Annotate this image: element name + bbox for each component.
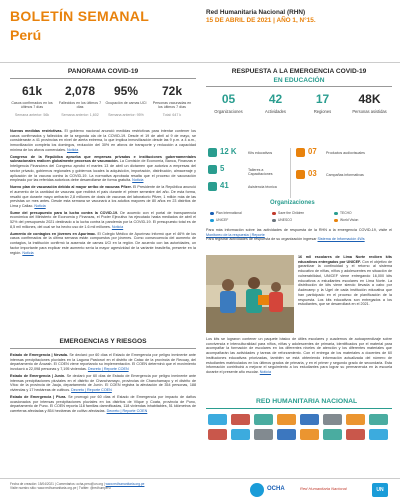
country-title: Perú — [10, 27, 42, 43]
education-divider — [290, 148, 291, 198]
story-body — [206, 337, 392, 393]
paragraph-link[interactable]: Noticia — [22, 250, 34, 255]
footer-site-link[interactable]: www.redhumanitaria.org.pe — [105, 482, 145, 486]
education-item-icon — [208, 148, 217, 157]
emergencias-heading: EMERGENCIAS Y RIESGOS — [59, 338, 147, 345]
news-paragraph — [10, 211, 196, 230]
story-text2: Los kits se lograron contener un paquete básico de útiles escolares y cuadernos de autoaprendizaje sobre convivencia e interculturalidad para niños, niñas y adolescentes de primaria, identificados por el material para acompañar la formación de escolares en los diferentes niveles de atención y los diferentes materiales que acompañarán las actividades y tareas de reforzamiento. Con el entrega de los materiales a docentes de 60 instituciones educativas priorizadas, también se está obteniendo información actualizada del número de estudiantes matriculados en los últimos grados de primaria, y en el primer y segundo grado de secundaria. Esta información contribuirá a mejorar el seguimiento a los estudiantes para lograr su permanencia en la escuela durante el presente año escolar. — [206, 337, 392, 375]
paragraph-lead: Nuevas medidas restrictivas. — [10, 129, 63, 133]
panorama-stat-previous: Semana anterior: 56k — [14, 113, 50, 117]
footer-line1: Fecha de creación: 15/04/2021 | Comentarios: ocha-peru@un.org | — [10, 482, 106, 486]
header-divider — [0, 62, 400, 63]
partner-logo — [300, 414, 319, 425]
footer — [0, 478, 400, 500]
paragraph-lead: Aumento de contagios en jóvenes en Apurímac. — [10, 231, 97, 236]
panorama-text — [10, 129, 196, 339]
education-item-label: Productos audiovisuales — [326, 151, 365, 155]
news-paragraph — [10, 232, 196, 256]
education-item-label: Asistencia técnica — [248, 185, 277, 189]
education-item-label: Talleres a Capacitaciones — [248, 168, 273, 176]
respuesta-stat-value: 42 — [268, 92, 283, 106]
paragraph-link[interactable]: Noticia — [34, 204, 46, 209]
partner-logo — [369, 429, 388, 440]
panorama-heading: PANORAMA COVID-19 — [67, 68, 139, 75]
partner-logo — [346, 429, 365, 440]
news-paragraph — [10, 374, 196, 393]
panorama-stat-label: Fallecidos en los últimos 7 días — [58, 101, 102, 110]
organization-color-dot — [334, 219, 338, 223]
education-item-value: 5 — [220, 164, 225, 173]
paragraph-body: El gobierno nacional anunció medidas restrictivas para intentar contener los casos confirmados y fallecidos de la segunda ola de la COVID-19. Desde el 19 de abril al 9 de mayo, se considerarán a 41 provincias en nivel de alerta extrema, lo que implica inmovilización desde las 9 p.m. a 4 a.m., inmovilización completa los domingos, reducción del 30% en aforos de transporte y reducción a capacidad mínima de los aforos comerciales. — [10, 129, 196, 152]
rhn-underline — [206, 408, 392, 409]
paragraph-lead: Nuevo plan de vacunación debido al mayor arribo de vacunas Pfizer. — [10, 185, 132, 190]
paragraph-body: Se prorrogó por 60 días el Estado de Emergencia por impacto de daños ocasionados por intensas precipitaciones pluviales en los distritos de Vilque y Coata, provincia de Puno, departamento de Puno. El COEN reporta 118 familias damnificadas, 118 viviendas inhabitables, 51 kilómetros de carreteras afectadas y 854 hectáreas de cultivo afectadas. — [10, 394, 196, 414]
organization-color-dot — [210, 212, 214, 216]
story-link[interactable]: Noticia — [259, 370, 271, 375]
news-paragraph — [10, 353, 196, 372]
partner-logo — [323, 429, 342, 440]
paragraph-link[interactable]: Noticia — [111, 224, 124, 229]
paragraph-link[interactable]: Noticia — [132, 178, 144, 183]
rhn-heading: RED HUMANITARIA NACIONAL — [256, 398, 358, 405]
organizaciones-heading: Organizaciones — [270, 200, 315, 206]
news-paragraph — [10, 129, 196, 153]
organization-color-dot — [272, 212, 276, 216]
organization-name: Red Humanitaria Nacional (RHN) — [206, 9, 306, 16]
issue-date: 15 DE ABRIL DE 2021 | AÑO 1, N°15. — [206, 17, 316, 24]
paragraph-lead: Estado de Emergencia | Junín. — [10, 373, 66, 378]
bulletin-title: BOLETÍN SEMANAL — [10, 8, 150, 24]
emergencias-text — [10, 353, 196, 475]
paragraph-lead: Congreso de la República aprueba que empresas privadas e instituciones gubernamentales subnacionales realicen globalmente procesos de vacunación. — [10, 154, 196, 164]
note2-text: Para registrar actividades de respuesta de su organización ingresar — [206, 237, 318, 242]
monitoreo-link[interactable]: Monitoreo de la respuesta | Reporte — [206, 232, 265, 237]
respuesta-underline — [206, 86, 392, 87]
organization-color-dot — [334, 212, 338, 216]
story-intro — [298, 255, 392, 333]
education-item-icon — [296, 170, 305, 179]
panorama-stat-previous: Semana anterior: 1,602 — [61, 113, 99, 117]
paragraph-body: La Comisión de Economía, Banca, Finanzas e Inteligencia Financiera del Congreso aprobó el martes 13 de abril un dictamen que autoriza a empresas del sector privado, gobiernos regionales y gobiernos locales la adquisición, importación, distribución, almacenaje y aplicación de la vacuna contra la COVID-19. La normativa aprobada resalta que el proceso de vacunación empleado por las referidas autoricos debe desarrollarse de forma gratuita. — [10, 159, 196, 183]
panorama-underline — [10, 78, 196, 79]
partner-logo — [323, 414, 342, 425]
panorama-stat-value: 72k — [161, 84, 183, 98]
ocha-logo-icon — [250, 483, 264, 497]
paragraph-lead: Estado de Emergencia | Nevada. — [10, 353, 68, 357]
news-paragraph — [10, 185, 196, 209]
respuesta-stat-label: Regiones — [313, 109, 332, 114]
organization-name: UNICEF — [216, 218, 229, 222]
paragraph-lead: Estado de Emergencia | Piura. — [10, 394, 67, 399]
partner-logo — [231, 414, 250, 425]
paragraph-link[interactable]: Decreto | Reporte COEN — [71, 388, 112, 393]
sistema-4ws-link[interactable]: Sistema de Información 4Ws — [317, 237, 365, 242]
paragraph-link[interactable]: Noticia — [66, 147, 79, 152]
organization-name: Plan International — [216, 211, 242, 215]
partner-logo — [300, 429, 319, 440]
education-item-value: 12 K — [220, 147, 237, 156]
note-text: Para más información sobre las actividades de respuesta de la RHN a la emergencia COVID-19, visite el — [206, 228, 392, 232]
news-paragraph — [10, 395, 196, 414]
panorama-stat-previous: Semana anterior: 95% — [108, 113, 144, 117]
respuesta-stat-label: Actividades — [265, 109, 286, 114]
partner-logo — [277, 429, 296, 440]
paragraph-body: De acuerdo con el portal de transparencia económica del Ministerio de Economía y Finanzas, el Poder Ejecutivo ha ejecutado hasta mediados de abril el 52% del presupuesto 2021 destinado a la lucha contra la pandemia por la COVID-19. El presupuesto total es de 8,5 mil millones, del cual se ha hecho uso de 1.6 mil millones. — [10, 210, 196, 229]
paragraph-body: El Colegio Médico de Apurímac informó que el 46% de los casos confirmados de la última semana están compuestos por jóvenes. Como consecuencia del aumento de contagios, la institución confirmó la ausencia de camas UCI en la región. De acuerdo con las autoridades, un factor importante para explicar este aumento sería la mayor agresividad de la variante brasileña, presente en la región. — [10, 231, 196, 255]
respuesta-stat-value: 05 — [221, 92, 236, 106]
education-item-value: 07 — [308, 147, 317, 156]
rhn-logo-text: Red Humanitaria Nacional — [300, 486, 347, 491]
panorama-stat-label: Casos confirmados en los últimos 7 días — [11, 101, 53, 110]
education-item-label: Kits educativos — [248, 151, 273, 155]
footer-line2: Visite nuestro sitio: www.redhumanitaria.org.pe | Twitter: @redhumperu — [10, 486, 111, 491]
organization-color-dot — [272, 219, 276, 223]
partner-logo — [208, 429, 227, 440]
emergencias-underline — [10, 348, 196, 349]
partner-logo — [254, 414, 273, 425]
respuesta-stat-value: 48K — [358, 92, 381, 106]
paragraph-body: Se declaró por 60 días de Estado de Emergencia por peligro inminente ante intensas precipitaciones pluviales en el distrito de Chanchamayo, provincias de Chanchamayo y el distrito de Vítoc de la provincia de Jauja, departamento de Junín. El COEN registra la afectación de 354 personas, 188 viviendas y 17 hectáreas de cultivos. — [10, 373, 196, 393]
un-logo: UN — [372, 483, 388, 497]
paragraph-body: Se declaró por 60 días el Estado de Emergencia por peligro inminente ante intensas precipitaciones pluviales en la Laguna Pastoruri en el distrito de Catac de la provincia de Recuay, del departamento de Áncash. El COEN viene reportando su implementación. El COEN determinó que el movimiento involucró a 22,098 personas y 7,195 viviendas. — [10, 353, 196, 372]
organization-name: Save the Children — [278, 211, 305, 215]
organization-color-dot — [210, 219, 214, 223]
education-item-icon — [296, 148, 305, 157]
news-paragraph — [10, 155, 196, 183]
students-photo — [206, 255, 294, 333]
organizaciones-note — [206, 228, 392, 252]
partner-logo — [369, 414, 388, 425]
partner-logo — [346, 414, 365, 425]
partner-logo — [231, 429, 250, 440]
paragraph-body: El Presidente de la República anunció el aumento de la cantidad de vacunas que recibirá el país durante el primer semestre del año. De esta forma, resaltó que durante mayo arribarán 2,8 millones de dosis de vacunas del laboratorio Pfizer, 1 millón más de las previstas un mes antes. Desde esta semana se vacunará a los adultos mayores de 80 años en 23 distritos de Lima y Callao. — [10, 185, 196, 209]
panorama-stat-value: 2,078 — [64, 84, 96, 98]
paragraph-link[interactable]: Decreto | Reporte COEN — [87, 367, 129, 372]
organization-name: TECHO — [340, 211, 352, 215]
organization-name: UNESCO — [278, 218, 293, 222]
panorama-stat-label: Ocupación de camas UCI — [105, 101, 147, 105]
respuesta-stat-value: 17 — [315, 92, 330, 106]
education-item-icon — [208, 165, 217, 174]
paragraph-link[interactable]: Decreto | Reporte COEN — [106, 409, 148, 414]
partner-logo — [208, 414, 227, 425]
respuesta-heading: RESPUESTA A LA EMERGENCIA COVID-19 — [231, 68, 367, 75]
respuesta-subheading: EN EDUCACIÓN — [273, 77, 325, 84]
panorama-stat-previous: Total: 647 k — [162, 113, 182, 117]
story-text: Con el objetivo de garantizar la continuidad y el retorno al sistema educativo de niñas, niños y adolescentes en situación de vulnerabilidad, UNICEF viene entregando 16,000 kits educativos a estudiantes escolares en Lima Norte. La distribución de kits viene siendo llevada a cabo por Asdecamp y la Ugel de cada institución educativa que han participado en el proceso de planificación de la respuesta. Los kits educativos son entregados a los estudiantes, que se desarrollará en el 2021. — [298, 259, 392, 307]
panorama-stat-label: Personas vacunadas en los últimos 7 días — [152, 101, 192, 110]
panorama-stat-value: 61k — [21, 84, 43, 98]
education-item-label: Campañas informativas — [326, 173, 364, 177]
panorama-stat-value: 95% — [113, 84, 139, 98]
organization-name: World Vision — [340, 218, 359, 222]
education-item-value: 03 — [308, 169, 317, 178]
partner-logo — [277, 414, 296, 425]
photo-illustration — [206, 255, 294, 333]
footer-text — [10, 482, 230, 490]
partner-logo — [254, 429, 273, 440]
education-item-icon — [208, 182, 217, 191]
header — [0, 0, 400, 62]
respuesta-stat-label: Personas asistidas — [352, 109, 387, 114]
ocha-logo-text: OCHA — [267, 486, 285, 492]
paragraph-lead: Sume del presupuesto para la lucha contra la COVID-19. — [10, 210, 119, 215]
story-lead: 16 mil escolares de Lima Norte reciben kits educativos entregados por UNICEF. — [298, 255, 392, 264]
respuesta-stat-label: Organizaciones — [214, 109, 243, 114]
education-item-value: 41 — [220, 181, 229, 190]
